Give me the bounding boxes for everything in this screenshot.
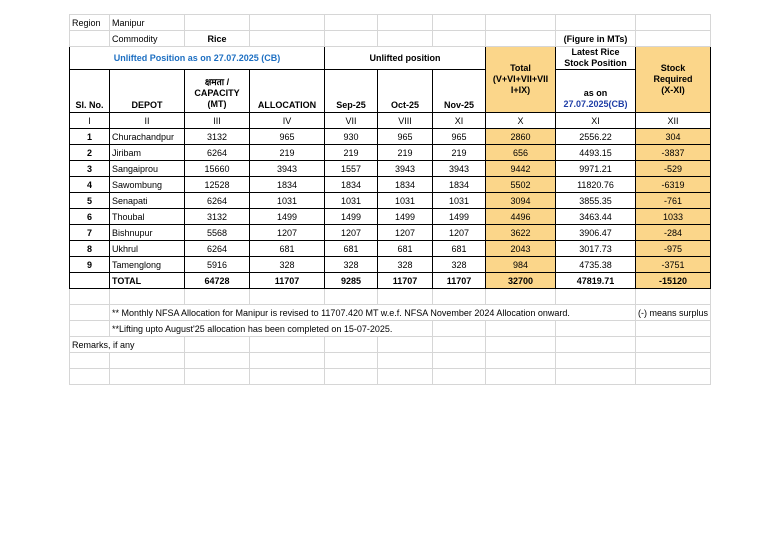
- table-cell: 1207: [378, 225, 433, 241]
- table-row: [70, 209, 711, 225]
- empty-cell: [250, 369, 325, 385]
- empty-cell: [70, 305, 110, 321]
- table-cell: I: [70, 113, 110, 129]
- empty-cell: [250, 15, 325, 31]
- empty-cell: [486, 31, 556, 47]
- table-cell: 4496: [486, 209, 556, 225]
- empty-cell: [250, 337, 325, 353]
- note-allocation-revised: ** Monthly NFSA Allocation for Manipur is revised to 11707.420 MT w.e.f. NFSA November 2024 Allocation onward.: [110, 305, 636, 321]
- capacity-header: क्षमता / CAPACITY (MT): [185, 70, 250, 113]
- table-cell: 5568: [185, 225, 250, 241]
- table-cell: 1834: [325, 177, 378, 193]
- empty-cell: [636, 15, 711, 31]
- table-cell: -529: [636, 161, 711, 177]
- table-cell: Sangaiprou: [110, 161, 185, 177]
- table-row: [70, 257, 711, 273]
- table-cell: 6264: [185, 241, 250, 257]
- table-cell: 3906.47: [556, 225, 636, 241]
- table-cell: 4: [70, 177, 110, 193]
- empty-cell: [433, 15, 486, 31]
- table-cell: 965: [250, 129, 325, 145]
- table-cell: 4735.38: [556, 257, 636, 273]
- table-cell: 1834: [433, 177, 486, 193]
- empty-cell: [70, 353, 110, 369]
- unlifted-position-header: Unlifted position: [325, 47, 486, 70]
- empty-cell: [556, 15, 636, 31]
- table-cell: 2043: [486, 241, 556, 257]
- empty-cell: [556, 321, 636, 337]
- table-cell: 304: [636, 129, 711, 145]
- table-cell: Thoubal: [110, 209, 185, 225]
- empty-cell: [556, 337, 636, 353]
- table-cell: Churachandpur: [110, 129, 185, 145]
- empty-cell: [636, 337, 711, 353]
- table-cell: 656: [486, 145, 556, 161]
- table-cell: 965: [378, 129, 433, 145]
- table-cell: VII: [325, 113, 378, 129]
- table-cell: 11707: [250, 273, 325, 289]
- table-cell: 219: [325, 145, 378, 161]
- empty-cell: [486, 15, 556, 31]
- empty-cell: [250, 31, 325, 47]
- table-cell: 3: [70, 161, 110, 177]
- table-cell: VIII: [378, 113, 433, 129]
- empty-cell: [70, 369, 110, 385]
- empty-cell: [378, 369, 433, 385]
- empty-cell: [636, 369, 711, 385]
- table-cell: Ukhrul: [110, 241, 185, 257]
- table-cell: 9971.21: [556, 161, 636, 177]
- empty-cell: [185, 353, 250, 369]
- blank-row: [70, 369, 711, 385]
- table-cell: 1207: [250, 225, 325, 241]
- table-cell: 1033: [636, 209, 711, 225]
- table-cell: III: [185, 113, 250, 129]
- table-cell: Bishnupur: [110, 225, 185, 241]
- table-cell: 6264: [185, 145, 250, 161]
- table-cell: 1499: [433, 209, 486, 225]
- table-row: [70, 145, 711, 161]
- table-cell: -3837: [636, 145, 711, 161]
- note-row-1: [70, 305, 711, 321]
- table-cell: 32700: [486, 273, 556, 289]
- table-row: [70, 161, 711, 177]
- empty-cell: [486, 321, 556, 337]
- table-cell: -284: [636, 225, 711, 241]
- sep-header: Sep-25: [325, 70, 378, 113]
- table-cell: 9: [70, 257, 110, 273]
- empty-cell: [556, 369, 636, 385]
- table-cell: 1834: [378, 177, 433, 193]
- empty-cell: [556, 353, 636, 369]
- table-cell: 7: [70, 225, 110, 241]
- empty-cell: [185, 369, 250, 385]
- table-cell: 3855.35: [556, 193, 636, 209]
- table-cell: 1207: [433, 225, 486, 241]
- table-cell: 1: [70, 129, 110, 145]
- table-cell: XI: [433, 113, 486, 129]
- table-cell: 11707: [378, 273, 433, 289]
- table-cell: 1499: [378, 209, 433, 225]
- table-cell: 681: [250, 241, 325, 257]
- table-cell: 3943: [250, 161, 325, 177]
- table-cell: 1031: [325, 193, 378, 209]
- table-cell: 2556.22: [556, 129, 636, 145]
- empty-cell: [433, 289, 486, 305]
- table-cell: Senapati: [110, 193, 185, 209]
- region-value: Manipur: [110, 15, 185, 31]
- empty-cell: [433, 353, 486, 369]
- empty-cell: [185, 15, 250, 31]
- table-cell: 219: [250, 145, 325, 161]
- empty-cell: [325, 353, 378, 369]
- latest-stock-header: Latest Rice Stock Position: [556, 47, 636, 70]
- empty-cell: [486, 353, 556, 369]
- table-cell: 930: [325, 129, 378, 145]
- table-cell: -6319: [636, 177, 711, 193]
- empty-cell: [636, 321, 711, 337]
- table-row: [70, 129, 711, 145]
- empty-cell: [325, 369, 378, 385]
- empty-cell: [636, 353, 711, 369]
- table-cell: 1207: [325, 225, 378, 241]
- table-cell: 3943: [433, 161, 486, 177]
- table-cell: II: [110, 113, 185, 129]
- table-cell: 681: [325, 241, 378, 257]
- table-cell: 328: [378, 257, 433, 273]
- rice-stock-table: [69, 14, 711, 385]
- empty-cell: [110, 353, 185, 369]
- table-cell: 5916: [185, 257, 250, 273]
- table-cell: 3622: [486, 225, 556, 241]
- commodity-label: Commodity: [110, 31, 185, 47]
- table-cell: 2: [70, 145, 110, 161]
- header-row-2: [70, 70, 711, 113]
- nov-header: Nov-25: [433, 70, 486, 113]
- table-cell: 6264: [185, 193, 250, 209]
- table-cell: 328: [433, 257, 486, 273]
- empty-cell: [250, 289, 325, 305]
- empty-cell: [378, 289, 433, 305]
- totals-label: TOTAL: [110, 273, 185, 289]
- table-cell: 1031: [433, 193, 486, 209]
- table-cell: IV: [250, 113, 325, 129]
- totals-row: [70, 273, 711, 289]
- table-cell: 3132: [185, 129, 250, 145]
- table-row: [70, 241, 711, 257]
- table-cell: 3463.44: [556, 209, 636, 225]
- table-row: [70, 177, 711, 193]
- depot-header: DEPOT: [110, 70, 185, 113]
- empty-cell: [486, 369, 556, 385]
- header-row-1: [70, 47, 711, 70]
- empty-cell: [378, 15, 433, 31]
- surplus-note: (-) means surplus: [636, 305, 711, 321]
- table-cell: 3943: [378, 161, 433, 177]
- empty-cell: [250, 353, 325, 369]
- table-cell: X: [486, 113, 556, 129]
- empty-cell: [433, 31, 486, 47]
- empty-cell: [378, 353, 433, 369]
- empty-cell: [433, 369, 486, 385]
- table-cell: 3094: [486, 193, 556, 209]
- table-cell: 9285: [325, 273, 378, 289]
- table-cell: 3017.73: [556, 241, 636, 257]
- table-cell: 219: [433, 145, 486, 161]
- note-lifting-completed: **Lifting upto August'25 allocation has been completed on 15-07-2025.: [110, 321, 433, 337]
- figure-note: (Figure in MTs): [556, 31, 636, 47]
- table-cell: 8: [70, 241, 110, 257]
- table-cell: Tamenglong: [110, 257, 185, 273]
- empty-cell: [110, 369, 185, 385]
- table-cell: 328: [325, 257, 378, 273]
- table-cell: XII: [636, 113, 711, 129]
- empty-cell: [70, 273, 110, 289]
- table-cell: 15660: [185, 161, 250, 177]
- table-cell: 965: [433, 129, 486, 145]
- empty-cell: [486, 337, 556, 353]
- table-cell: -15120: [636, 273, 711, 289]
- remarks-label: Remarks, if any: [70, 337, 185, 353]
- empty-cell: [325, 289, 378, 305]
- empty-cell: [185, 337, 250, 353]
- table-cell: 5: [70, 193, 110, 209]
- region-row: [70, 15, 711, 31]
- table-cell: 2860: [486, 129, 556, 145]
- table-cell: 219: [378, 145, 433, 161]
- table-cell: 5502: [486, 177, 556, 193]
- blank-row: [70, 289, 711, 305]
- unlifted-as-on-header: Unlifted Position as on 27.07.2025 (CB): [70, 47, 325, 70]
- empty-cell: [486, 289, 556, 305]
- table-cell: 984: [486, 257, 556, 273]
- table-cell: 47819.71: [556, 273, 636, 289]
- table-cell: 1557: [325, 161, 378, 177]
- empty-cell: [110, 289, 185, 305]
- table-cell: 1499: [325, 209, 378, 225]
- table-cell: 11707: [433, 273, 486, 289]
- table-cell: 1031: [250, 193, 325, 209]
- empty-cell: [70, 31, 110, 47]
- table-cell: 9442: [486, 161, 556, 177]
- empty-cell: [325, 31, 378, 47]
- stock-required-header: Stock Required (X-XI): [636, 47, 711, 113]
- table-cell: 11820.76: [556, 177, 636, 193]
- table-cell: Jiribam: [110, 145, 185, 161]
- table-cell: 6: [70, 209, 110, 225]
- commodity-value: Rice: [185, 31, 250, 47]
- oct-header: Oct-25: [378, 70, 433, 113]
- table-cell: 681: [433, 241, 486, 257]
- table-cell: XI: [556, 113, 636, 129]
- table-cell: 1834: [250, 177, 325, 193]
- empty-cell: [556, 289, 636, 305]
- table-row: [70, 225, 711, 241]
- total-header: Total (V+VI+VII+VII I+IX): [486, 47, 556, 113]
- empty-cell: [433, 321, 486, 337]
- allocation-header: ALLOCATION: [250, 70, 325, 113]
- blank-row: [70, 353, 711, 369]
- table-cell: 328: [250, 257, 325, 273]
- table-cell: Sawombung: [110, 177, 185, 193]
- sl-no-header: Sl. No.: [70, 70, 110, 113]
- latest-stock-date-cell: as on 27.07.2025(CB): [556, 70, 636, 113]
- table-cell: 1499: [250, 209, 325, 225]
- table-cell: 12528: [185, 177, 250, 193]
- table-cell: 681: [378, 241, 433, 257]
- empty-cell: [70, 289, 110, 305]
- empty-cell: [636, 31, 711, 47]
- region-label: Region: [70, 15, 110, 31]
- table-row: [70, 193, 711, 209]
- empty-cell: [636, 289, 711, 305]
- table-cell: -3751: [636, 257, 711, 273]
- empty-cell: [433, 337, 486, 353]
- table-cell: -761: [636, 193, 711, 209]
- empty-cell: [325, 337, 378, 353]
- note-row-2: [70, 321, 711, 337]
- table-cell: -975: [636, 241, 711, 257]
- table-cell: 3132: [185, 209, 250, 225]
- commodity-row: [70, 31, 711, 47]
- empty-cell: [378, 31, 433, 47]
- empty-cell: [185, 289, 250, 305]
- empty-cell: [378, 337, 433, 353]
- empty-cell: [325, 15, 378, 31]
- table-cell: 64728: [185, 273, 250, 289]
- roman-row: [70, 113, 711, 129]
- table-cell: 4493.15: [556, 145, 636, 161]
- remarks-row: [70, 337, 711, 353]
- table-cell: 1031: [378, 193, 433, 209]
- latest-stock-date: 27.07.2025(CB): [563, 99, 628, 109]
- empty-cell: [70, 321, 110, 337]
